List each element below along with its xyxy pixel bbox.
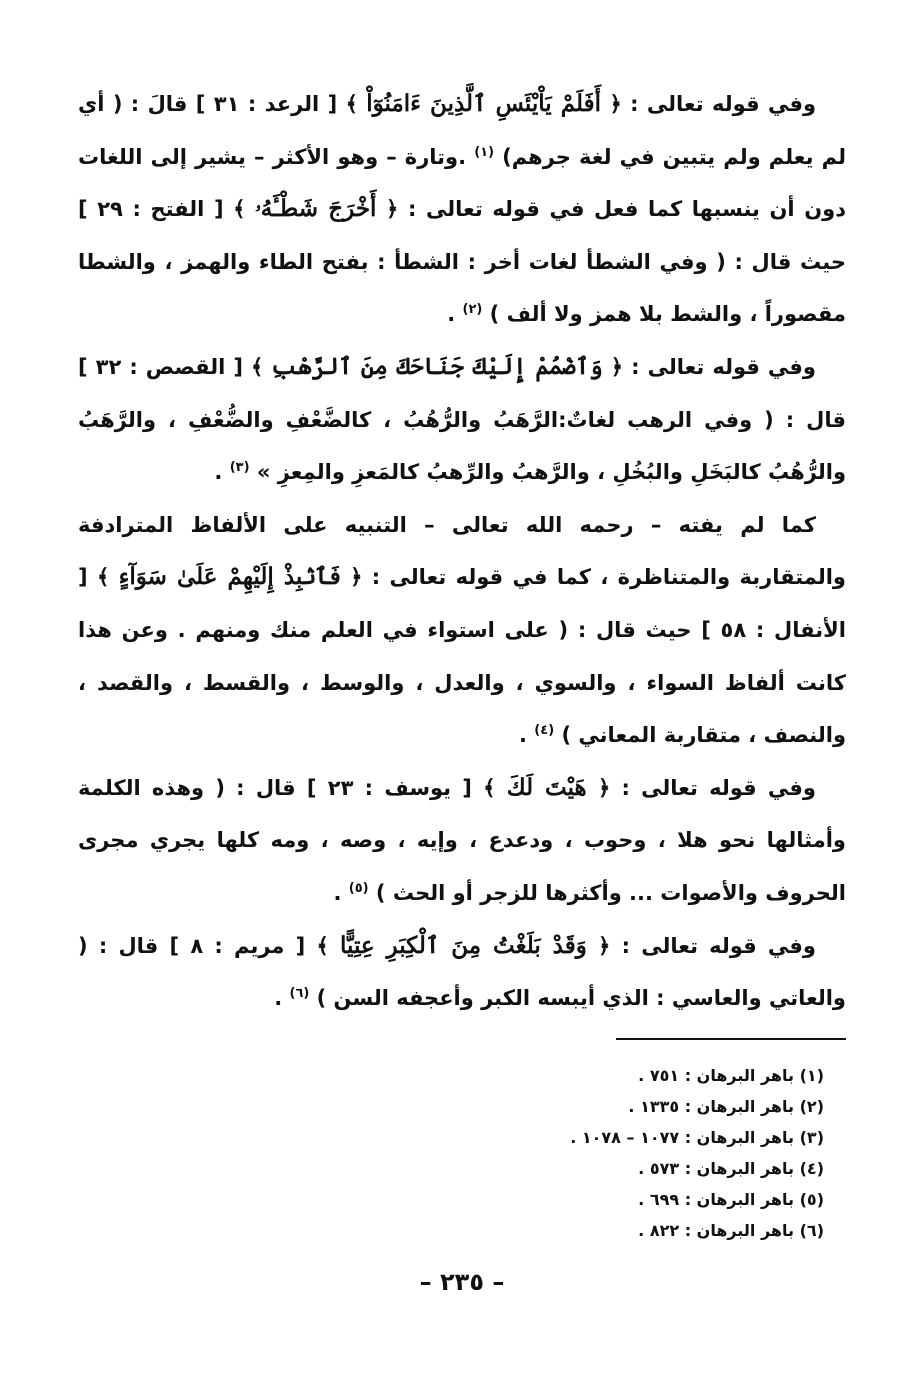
footnote-divider (616, 1038, 846, 1040)
footnote-reference: (٢) (462, 302, 483, 318)
text-run: . (214, 460, 230, 485)
footnote-item: (١) باهر البرهان : ٧٥١ . (638, 1066, 824, 1085)
text-run: ﴾ [ الأنفال : ٥٨ ] حيث قال : ( على استواء في العلم منك ومنهم . وعن هذا كانت ألفاظ السواء ، والسوي ، والعدل ، والوسط ، والقسط ، والقصد ، والنصف ، متقاربة المعاني ) (78, 565, 846, 748)
text-run: وفي قوله تعالى : ﴿ (602, 354, 816, 379)
text-run: . (274, 986, 290, 1011)
quran-verse: أَخْرَجَ شَطْـَٔهُۥ (255, 195, 377, 223)
footnote-reference: (٣) (229, 460, 250, 476)
quran-verse: فَٱنۢبِذْ إِلَيْهِمْ عَلَىٰ سَوَآءٍ (118, 563, 341, 591)
quran-verse: هَيْتَ لَكَ (506, 773, 587, 801)
text-run: ﴾ [ مريم : ٨ ] قال : ( والعاتي والعاسي : الذي أيبسه الكبر وأعجفه السن ) (78, 933, 846, 1011)
text-run: ﴾ [ يوسف : ٢٣ ] قال : ( وهذه الكلمة وأمثالها نحو هلا ، وحوب ، ودعدع ، وإيه ، وصه ، ومه كلها يجري مجرى الحروف والأصوات ... وأكثرها للزجر أو الحث ) (78, 775, 846, 905)
quran-verse: أَفَلَمْ يَاْيْئَسِ ٱلَّذِينَ ءَامَنُوٓاْ (366, 90, 602, 117)
text-run: وفي قوله تعالى : ﴿ (586, 775, 816, 800)
text-run: . (519, 723, 535, 748)
quran-verse: وَقَدْ بَلَغْتُ مِنَ ٱلْكِبَرِ عِتِيًّا (340, 931, 587, 959)
footnote-reference: (١) (474, 144, 495, 160)
paragraph (78, 341, 846, 499)
book-page (78, 78, 846, 1348)
text-run: . (333, 880, 349, 905)
text-run: وفي قوله تعالى : ﴿ (586, 933, 816, 958)
text-run: وفي قوله تعالى : ﴿ (601, 92, 816, 116)
footnotes (570, 1060, 824, 1246)
text-run: . (447, 302, 463, 327)
footnote-item: (٥) باهر البرهان : ٦٩٩ . (638, 1190, 824, 1209)
footnote-item: (٦) باهر البرهان : ٨٢٢ . (638, 1221, 824, 1240)
text-run: ﴾ [ الرعد : ٣١ ] قالَ : ( أي لم يعلم ولم يتبين في لغة جرهم) (78, 92, 846, 169)
paragraph (78, 762, 846, 920)
text-run: ﴾ [ الفتح : ٢٩ ] حيث قال : ( وفي الشطأ لغات أخر : الشطأ : بفتح الطاء والهمز ، والشطا مقصوراً ، والشط بلا همز ولا ألف ) (78, 197, 846, 327)
footnote-item: (٣) باهر البرهان : ١٠٧٧ – ١٠٧٨ . (570, 1128, 824, 1147)
footnote-item: (٤) باهر البرهان : ٥٧٣ . (638, 1159, 824, 1178)
page-number: – ٢٣٥ – (419, 1268, 505, 1296)
paragraph (78, 499, 846, 762)
paragraph (78, 920, 846, 1025)
quran-verse: وَٱضْمُمْ إِلَيْكَ جَنَاحَكَ مِنَ ٱلرَّهْبِ (271, 352, 603, 380)
footnote-reference: (٤) (534, 723, 555, 739)
footnote-item: (٢) باهر البرهان : ١٣٣٥ . (628, 1097, 824, 1116)
text-run: ﴾ [ القصص : ٣٢ ] قال : ( وفي الرهب لغاتٌ:الرَّهَبُ والرُّهُبُ ، كالضَّعْفِ والضُّعْفِ ، والرَّهَبُ والرُّهُبُ كالبَخَلِ والبُخُلِ ، والرَّهبُ والرِّهبُ كالمَعزِ والمِعزِ » (78, 354, 846, 485)
footnote-reference: (٥) (348, 880, 369, 896)
text-run: .وتارة – وهو الأكثر – يشير إلى اللغات دون أن ينسبها كما فعل في قوله تعالى : ﴿ (78, 144, 846, 222)
footnote-reference: (٦) (289, 986, 310, 1002)
text-run: كما لم يفته – رحمه الله تعالى – التنبيه على الألفاظ المترادفة والمتقاربة والمتناظرة ، كما في قوله تعالى : ﴿ (78, 512, 846, 590)
main-text (78, 78, 846, 1025)
paragraph (78, 78, 846, 341)
